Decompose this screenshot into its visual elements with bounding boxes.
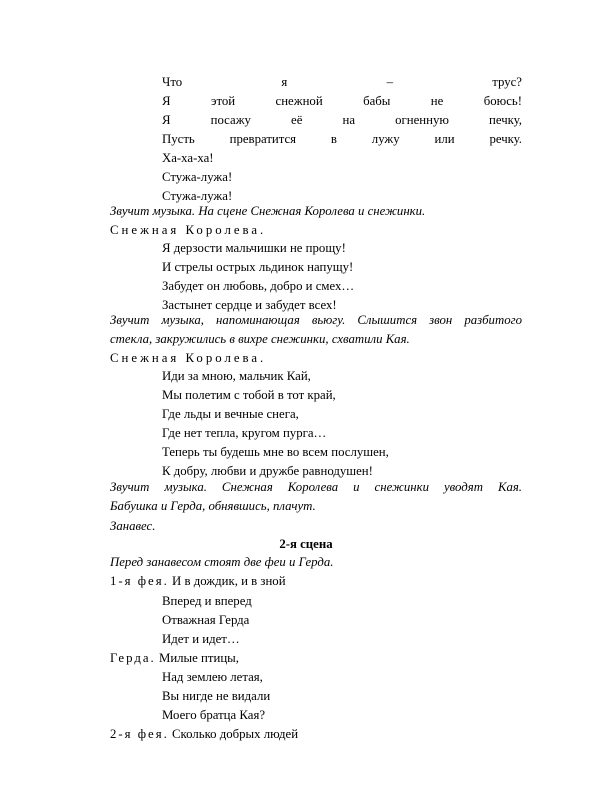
stage-direction: стекла, закружились в вихре снежинки, схватили Кая.: [110, 332, 410, 346]
verse-line: Над землею летая,: [162, 670, 263, 684]
verse-line: И в дождик, и в зной: [172, 574, 286, 588]
verse-line: Ха-ха-ха!: [162, 151, 214, 165]
verse-line: Забудет он любовь, добро и смех…: [162, 279, 355, 293]
speaker-name: Герда.: [110, 651, 156, 665]
verse-line: Сколько добрых людей: [172, 727, 299, 741]
verse-line: Милые птицы,: [158, 651, 239, 665]
scene-title: 2-я сцена: [279, 537, 333, 551]
verse-line: Пусть превратится в лужу или речку.: [162, 132, 522, 146]
verse-line: Я дерзости мальчишки не прощу!: [162, 241, 346, 255]
stage-direction: Звучит музыка, напоминающая вьюгу. Слышится звон разбитого: [110, 313, 522, 327]
stage-direction-curtain: Занавес.: [110, 519, 156, 533]
verse-line: Вы нигде не видали: [162, 689, 271, 703]
verse-line: Где нет тепла, кругом пурга…: [162, 426, 327, 440]
speaker-name: 2-я фея.: [110, 727, 169, 741]
verse-line: Застынет сердце и забудет всех!: [162, 298, 337, 312]
verse-line: Стужа-лужа!: [162, 170, 233, 184]
verse-line: Идет и идет…: [162, 632, 240, 646]
dialogue-line: [110, 575, 286, 588]
stage-direction: Бабушка и Герда, обнявшись, плачут.: [110, 499, 316, 513]
speaker-name: Снежная Королева.: [110, 223, 267, 237]
stage-direction: Звучит музыка. На сцене Снежная Королева и снежинки.: [110, 204, 426, 218]
verse-line: Я посажу её на огненную печку,: [162, 113, 522, 127]
dialogue-line: [110, 728, 298, 741]
stage-direction: Звучит музыка. Снежная Королева и снежинки уводят Кая.: [110, 480, 522, 494]
stage-direction: Перед занавесом стоят две феи и Герда.: [110, 555, 334, 569]
verse-line: Моего братца Кая?: [162, 708, 266, 722]
speaker-name: Снежная Королева.: [110, 351, 267, 365]
verse-line: Отважная Герда: [162, 613, 250, 627]
verse-line: Стужа-лужа!: [162, 189, 233, 203]
verse-line: Теперь ты будешь мне во всем послушен,: [162, 445, 389, 459]
verse-line: Где льды и вечные снега,: [162, 407, 299, 421]
dialogue-line: [110, 652, 239, 665]
verse-line: И стрелы острых льдинок напущу!: [162, 260, 354, 274]
verse-line: Вперед и вперед: [162, 594, 252, 608]
verse-line: Мы полетим с тобой в тот край,: [162, 388, 336, 402]
verse-line: Я этой снежной бабы не боюсь!: [162, 94, 522, 108]
verse-line: К добру, любви и дружбе равнодушен!: [162, 464, 373, 478]
verse-line: Иди за мною, мальчик Кай,: [162, 369, 311, 383]
speaker-name: 1-я фея.: [110, 574, 169, 588]
verse-line: Что я – трус?: [162, 75, 522, 89]
